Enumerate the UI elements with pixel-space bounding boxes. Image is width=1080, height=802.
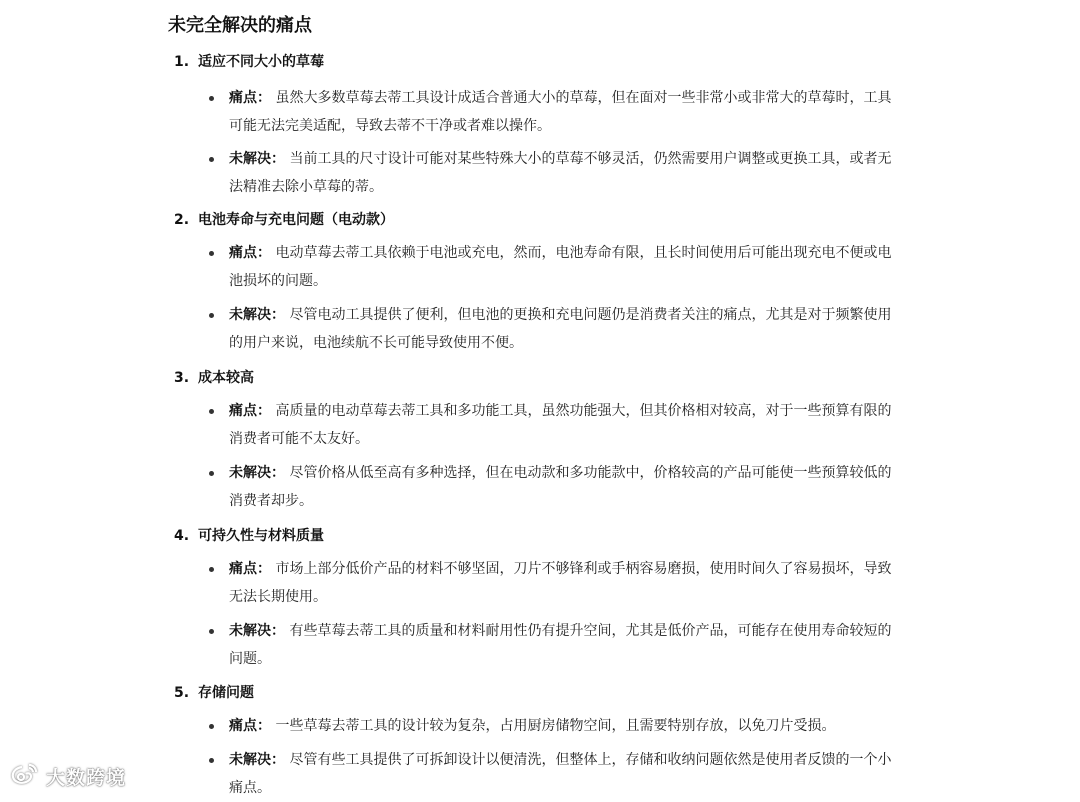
bullet-label: 痛点：: [229, 403, 271, 419]
section-3: [174, 367, 914, 515]
list-item: [229, 84, 904, 140]
section-2: [174, 209, 914, 357]
section-heading: [174, 525, 914, 547]
section-title: 适应不同大小的草莓: [198, 54, 324, 70]
list-item: [229, 555, 904, 611]
section-heading: [174, 367, 914, 389]
bullet-label: 痛点：: [229, 245, 271, 261]
list-item: [229, 397, 904, 453]
list-item: [229, 145, 904, 201]
bullet-label: 未解决：: [229, 752, 285, 768]
section-number: 2.: [174, 212, 190, 228]
section-5: [174, 682, 914, 802]
section-title: 存储问题: [198, 685, 254, 701]
bullet-text: 尽管有些工具提供了可拆卸设计以便清洗，但整体上，存储和收纳问题依然是使用者反馈的一个小痛点。: [229, 752, 892, 796]
bullet-text: 一些草莓去蒂工具的设计较为复杂，占用厨房储物空间，且需要特别存放，以免刀片受损。: [275, 718, 836, 734]
watermark-text: 大数跨境: [46, 766, 127, 789]
weibo-logo-icon: [10, 762, 40, 790]
list-item: [229, 459, 904, 515]
page-title: 未完全解决的痛点: [168, 15, 312, 36]
list-item: [229, 746, 904, 802]
section-title: 可持久性与材料质量: [198, 528, 324, 544]
bullet-label: 痛点：: [229, 718, 271, 734]
section-title: 成本较高: [198, 370, 254, 386]
list-item: [229, 239, 904, 295]
bullet-text: 电动草莓去蒂工具依赖于电池或充电，然而，电池寿命有限，且长时间使用后可能出现充电不便或电池损坏的问题。: [229, 245, 892, 289]
section-title: 电池寿命与充电问题（电动款）: [198, 212, 394, 228]
bullet-label: 未解决：: [229, 465, 285, 481]
bullet-text: 尽管价格从低至高有多种选择，但在电动款和多功能款中，价格较高的产品可能使一些预算较低的消费者却步。: [229, 465, 892, 509]
bullet-text: 有些草莓去蒂工具的质量和材料耐用性仍有提升空间，尤其是低价产品，可能存在使用寿命较短的问题。: [229, 623, 892, 667]
section-4: [174, 525, 914, 673]
bullet-label: 未解决：: [229, 151, 285, 167]
bullet-label: 痛点：: [229, 90, 271, 106]
bullet-text: 当前工具的尺寸设计可能对某些特殊大小的草莓不够灵活，仍然需要用户调整或更换工具，或者无法精准去除小草莓的蒂。: [229, 151, 892, 195]
watermark: [10, 762, 126, 790]
bullet-text: 市场上部分低价产品的材料不够坚固，刀片不够锋利或手柄容易磨损，使用时间久了容易损坏，导致无法长期使用。: [229, 561, 892, 605]
section-1: [174, 51, 914, 201]
list-item: [229, 712, 904, 740]
list-item: [229, 301, 904, 357]
section-number: 5.: [174, 685, 190, 701]
section-number: 1.: [174, 54, 190, 70]
section-heading: [174, 682, 914, 704]
section-number: 4.: [174, 528, 190, 544]
list-item: [229, 617, 904, 673]
section-heading: [174, 209, 914, 231]
bullet-label: 未解决：: [229, 623, 285, 639]
section-number: 3.: [174, 370, 190, 386]
bullet-text: 高质量的电动草莓去蒂工具和多功能工具，虽然功能强大，但其价格相对较高，对于一些预算有限的消费者可能不太友好。: [229, 403, 892, 447]
section-heading: [174, 51, 914, 73]
bullet-label: 未解决：: [229, 307, 285, 323]
bullet-label: 痛点：: [229, 561, 271, 577]
bullet-text: 虽然大多数草莓去蒂工具设计成适合普通大小的草莓，但在面对一些非常小或非常大的草莓时，工具可能无法完美适配，导致去蒂不干净或者难以操作。: [229, 90, 892, 134]
bullet-text: 尽管电动工具提供了便利，但电池的更换和充电问题仍是消费者关注的痛点，尤其是对于频繁使用的用户来说，电池续航不长可能导致使用不便。: [229, 307, 892, 351]
